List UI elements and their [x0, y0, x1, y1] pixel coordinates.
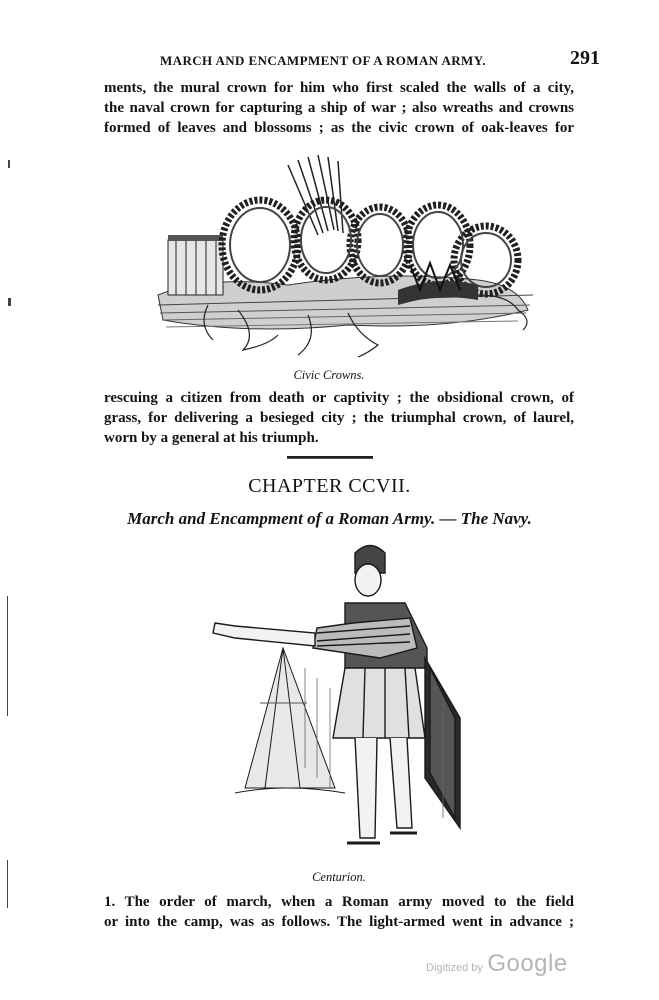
text-line: ments, the mural crown for him who first scaled the walls of a city, — [104, 80, 574, 96]
paragraph-top — [104, 78, 574, 138]
google-logo-text: Google — [487, 950, 568, 977]
chapter-title: CHAPTER CCVII. — [248, 475, 411, 497]
margin-mark — [7, 860, 8, 908]
margin-mark — [8, 298, 11, 306]
civic-crowns-illustration — [148, 145, 538, 360]
page-header — [160, 44, 600, 72]
page-number: 291 — [570, 47, 600, 69]
running-title: MARCH AND ENCAMPMENT OF A ROMAN ARMY. — [160, 53, 486, 68]
text-line: the naval crown for capturing a ship of war ; also wreaths and crowns — [104, 100, 574, 116]
paragraph-bottom — [104, 892, 574, 932]
digitized-watermark — [426, 950, 568, 978]
centurion-illustration — [205, 538, 475, 868]
section-divider — [287, 456, 373, 459]
figure-caption: Civic Crowns. — [293, 368, 365, 382]
text-line: or into the camp, was as follows. The light-armed went in advance ; — [104, 914, 574, 930]
text-line: rescuing a citizen from death or captivity ; the obsidional crown, of — [104, 390, 574, 406]
paragraph-middle — [104, 388, 574, 448]
text-line: grass, for delivering a besieged city ; the triumphal crown, of laurel, — [104, 410, 574, 426]
chapter-subtitle: March and Encampment of a Roman Army. — The Navy. — [127, 509, 532, 528]
watermark-prefix: Digitized by — [426, 962, 483, 974]
figure-caption: Centurion. — [312, 870, 366, 884]
margin-mark — [8, 160, 10, 168]
margin-mark — [7, 596, 8, 716]
text-line: formed of leaves and blossoms ; as the civic crown of oak-leaves for — [104, 120, 574, 136]
text-line: worn by a general at his triumph. — [104, 430, 319, 446]
text-line: 1. The order of march, when a Roman army moved to the field — [104, 894, 574, 910]
